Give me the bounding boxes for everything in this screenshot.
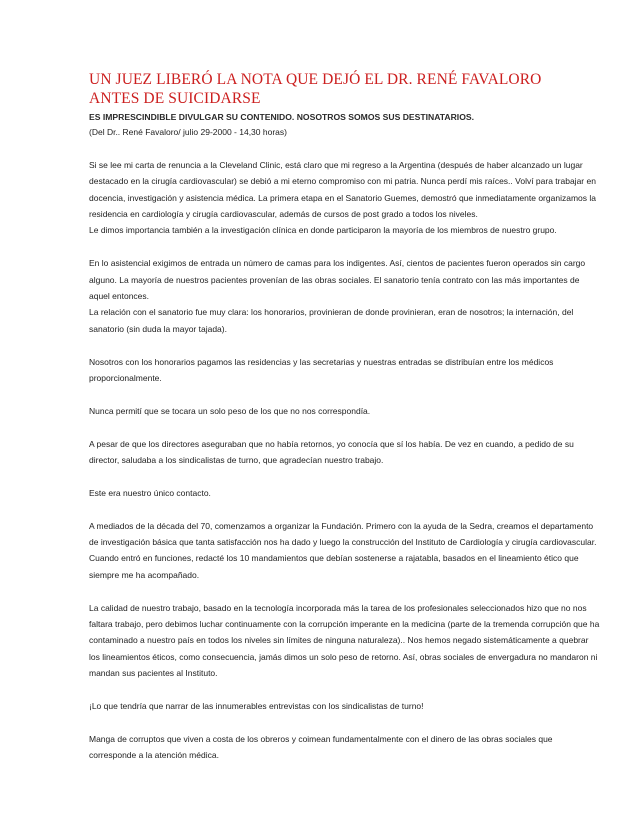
paragraph: Este era nuestro único contacto.: [89, 487, 211, 498]
paragraph: Nosotros con los honorarios pagamos las residencias y las secretarias y nuestras entradas se distribuían entre los médicos proporcionalmente.: [89, 356, 554, 384]
document-meta: (Del Dr.. René Favaloro/ julio 29-2000 - 14,30 horas): [89, 127, 287, 137]
document-body: [89, 124, 601, 764]
paragraph: Si se lee mi carta de renuncia a la Cleveland Clinic, está claro que mi regreso a la Argentina (después de haber alcanzado un lugar destacado en la cirugía cardiovascular) se debió a mi eterno compromiso con mi patria. Nunca perdí mis raíces.. Volví para trabajar en docencia, investigación y asistencia médica. La primera etapa en el Sanatorio Guemes, demostró que inmediatamente organizamos la residencia en cardiología y cirugía cardiovascular, además de cursos de post grado a todos los niveles.: [89, 159, 596, 220]
paragraph: Manga de corruptos que viven a costa de los obreros y coimean fundamentalmente con el dinero de las obras sociales que corresponde a la atención médica.: [89, 733, 553, 761]
paragraph-block-3: [89, 354, 601, 387]
paragraph-block-6: [89, 485, 601, 501]
paragraph: Le dimos importancia también a la investigación clínica en donde participaron la mayoría de los miembros de nuestro grupo.: [89, 225, 557, 236]
paragraph-block-5: [89, 436, 601, 469]
title-line-1: UN JUEZ LIBERÓ LA NOTA QUE DEJÓ EL DR. RENÉ FAVALORO: [89, 71, 542, 88]
document-page: [89, 70, 601, 764]
paragraph-block-4: [89, 403, 601, 419]
paragraph: En lo asistencial exigimos de entrada un número de camas para los indigentes. Así, cientos de pacientes fueron operados sin cargo alguno. La mayoría de nuestros pacientes provenían de las obras sociales. El sanatorio tenía contrato con las más importantes de aquel entonces.: [89, 258, 586, 302]
paragraph: La relación con el sanatorio fue muy clara: los honorarios, provinieran de donde provinieran, eran de nosotros; la internación, del sanatorio (sin duda la mayor tajada).: [89, 307, 574, 334]
document-subtitle: ES IMPRESCINDIBLE DIVULGAR SU CONTENIDO. NOSOTROS SOMOS SUS DESTINATARIOS.: [89, 112, 474, 122]
title-line-2: ANTES DE SUICIDARSE: [89, 90, 261, 107]
paragraph: Nunca permití que se tocara un solo peso de los que no nos correspondía.: [89, 405, 371, 416]
paragraph: A mediados de la década del 70, comenzamos a organizar la Fundación. Primero con la ayuda de la Sedra, creamos el departamento de investigación básica que tanta satisfacción nos ha dado y luego la construcción del Instituto de Cardiología y cirugía cardiovascular.: [89, 520, 597, 548]
paragraph-block-1: [89, 157, 601, 239]
paragraph-block-7: [89, 518, 601, 584]
paragraph: ¡Lo que tendría que narrar de las innumerables entrevistas con los sindicalistas de turno!: [89, 701, 424, 712]
paragraph-block-10: [89, 731, 601, 764]
paragraph-block-9: [89, 698, 601, 714]
paragraph: Cuando entró en funciones, redacté los 10 mandamientos que debían sostenerse a rajatabla, basados en el lineamiento ético que siempre me ha acompañado.: [89, 553, 579, 580]
paragraph-block-8: [89, 600, 601, 682]
document-title: [89, 70, 601, 108]
paragraph: A pesar de que los directores aseguraban que no había retornos, yo conocía que sí los había. De vez en cuando, a pedido de su director, saludaba a los sindicalistas de turno, que agradecían nuestro trabajo.: [89, 438, 574, 466]
paragraph: La calidad de nuestro trabajo, basado en la tecnología incorporada más la tarea de los profesionales seleccionados hizo que no nos faltara trabajo, pero debimos luchar continuamente con la corrupción imperante en la medicina (parte de la tremenda corrupción que ha contaminado a nuestro país en todos los niveles sin límites de ninguna naturaleza).. Nos hemos negado sistemáticamente a quebrar los lineamientos éticos, como consecuencia, jamás dimos un solo peso de retorno. Así, obras sociales de envergadura no mandaron ni mandan sus pacientes al Instituto.: [89, 602, 600, 679]
paragraph-block-2: [89, 255, 601, 337]
